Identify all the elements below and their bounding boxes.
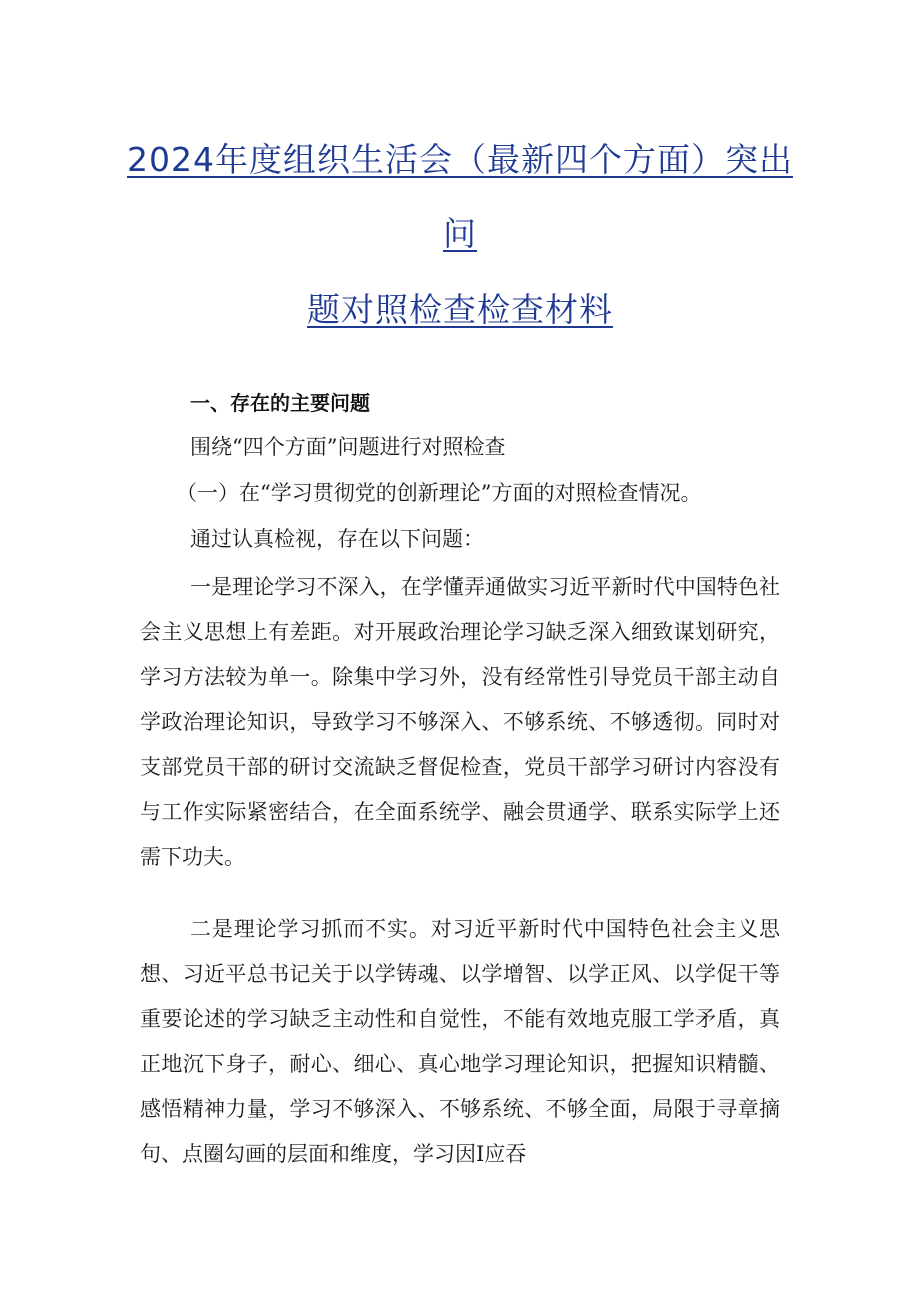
intro-line: 围绕“四个方面”问题进行对照检查 bbox=[190, 435, 506, 459]
title-text-2: 问 bbox=[443, 214, 477, 253]
section-heading: 一、存在的主要问题 bbox=[190, 391, 370, 415]
subsection-heading: （一）在“学习贯彻党的创新理论”方面的对照检查情况。 bbox=[176, 481, 702, 505]
document-title-line-1 bbox=[0, 138, 920, 182]
lead-in-line: 通过认真检视，存在以下问题： bbox=[190, 527, 484, 551]
title-text-3: 题对照检查检查材料 bbox=[307, 290, 613, 329]
document-title-line-3 bbox=[0, 288, 920, 332]
paragraph-1: 一是理论学习不深入，在学懂弄通做实习近平新时代中国特色社会主义思想上有差距。对开展政治理论学习缺乏深入细致谋划研究，学习方法较为单一。除集中学习外，没有经常性引导党员干部主动自学政治理论知识，导致学习不够深入、不够系统、不够透彻。同时对支部党员干部的研讨交流缺乏督促检查，党员干部学习研讨内容没有与工作实际紧密结合，在全面系统学、融会贯通学、联系实际学上还需下功夫。 bbox=[140, 575, 780, 869]
paragraph-2: 二是理论学习抓而不实。对习近平新时代中国特色社会主义思想、习近平总书记关于以学铸魂、以学增智、以学正风、以学促干等重要论述的学习缺乏主动性和自觉性，不能有效地克服工学矛盾，真正地沉下身子，耐心、细心、真心地学习理论知识，把握知识精髓、感悟精神力量，学习不够深入、不够系统、不够全面，局限于寻章摘句、点圈勾画的层面和维度，学习因I应吞 bbox=[140, 917, 780, 1166]
document-title-line-2 bbox=[0, 212, 920, 256]
title-text-1: 2024年度组织生活会（最新四个方面）突出 bbox=[127, 140, 793, 179]
